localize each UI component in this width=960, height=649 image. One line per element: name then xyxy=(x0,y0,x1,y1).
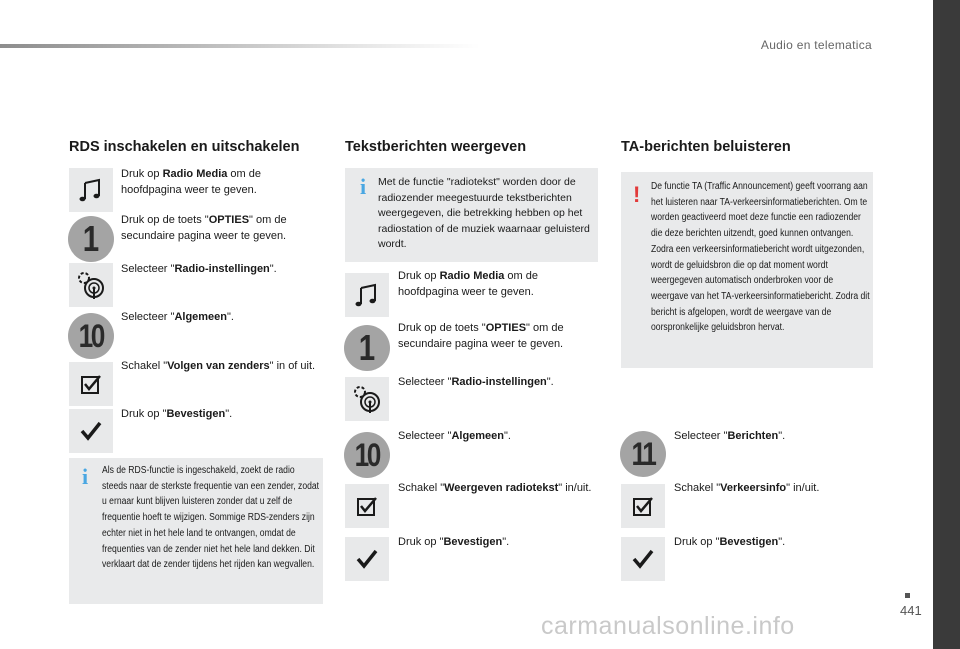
col2-step-1: Druk op Radio Media om de hoofdpagina weer te geven. xyxy=(398,270,539,298)
rds-info-note xyxy=(69,458,323,604)
rds-note-text: Als de RDS-functie is ingeschakeld, zoekt de radio steeds naar de sterkste frequentie van een zender, zodat u ernaar kunt blijven luisteren zonder dat u zelf de frequentie hoeft te wijzigen. Sommige RDS-zenders zijn echter niet in het hele land te ontvangen, omdat de frequenties van de zender niet het hele land dekken. Dit verklaart dat de zender tijdens het rijden kan wegvallen. xyxy=(102,465,320,571)
info-icon: i xyxy=(82,464,89,489)
step-badge-10: 10 xyxy=(344,432,390,478)
music-note-icon xyxy=(345,273,389,317)
radio-settings-icon xyxy=(345,377,389,421)
col3-step-2: Schakel "Verkeersinfo" in/uit. xyxy=(674,482,820,494)
col2-step-5: Schakel "Weergeven radiotekst" in/uit. xyxy=(398,482,592,494)
ta-note-text: De functie TA (Traffic Announcement) geeft voorrang aan het luisteren naar TA-verkeersinformatieberichten. Om te worden geactiveerd moet deze functie een radiozender die deze berichten uitzendt, goed kunnen ontvangen. Zodra een verkeersinformatiebericht wordt uitgezonden, wordt de geluidsbron die op dat moment wordt weergegeven automatisch onderbroken voor de weergave van het TA-verkeersinformatiebericht. Zodra dit bericht is afgelopen, wordt de weergave van de oorspronkelijke geluidsbron hervat. xyxy=(651,181,870,334)
checkmark-icon xyxy=(621,537,665,581)
col3-step-3: Druk op "Bevestigen". xyxy=(674,536,786,548)
ta-warning-note xyxy=(621,172,873,368)
radiotext-info-note xyxy=(345,168,598,262)
radio-settings-icon xyxy=(69,263,113,307)
col2-step-3: Selecteer "Radio-instellingen". xyxy=(398,376,554,388)
col1-step-1: Druk op Radio Media om de hoofdpagina weer te geven. xyxy=(121,168,262,196)
header-gradient-bar xyxy=(0,44,480,48)
warning-icon: ! xyxy=(633,182,641,207)
checkbox-toggle-icon xyxy=(69,362,113,406)
col1-step-4: Selecteer "Algemeen". xyxy=(121,311,234,323)
checkmark-icon xyxy=(69,409,113,453)
page-number: 441 xyxy=(900,603,922,618)
radiotext-note-text: Met de functie "radiotekst" worden door de radiozender meegestuurde tekstberichten weergegeven, die betrekking hebben op het radiostation of de muziek waarnaar geluisterd wordt. xyxy=(378,176,590,250)
step-badge-11: 11 xyxy=(620,431,666,477)
col2-step-2: Druk op de toets "OPTIES" om de secundaire pagina weer te geven. xyxy=(398,322,564,350)
col1-step-6: Druk op "Bevestigen". xyxy=(121,408,233,420)
checkbox-toggle-icon xyxy=(621,484,665,528)
step-badge-10: 10 xyxy=(68,313,114,359)
col2-step-4: Selecteer "Algemeen". xyxy=(398,430,511,442)
col3-title: TA-berichten beluisteren xyxy=(621,139,791,155)
music-note-icon xyxy=(69,168,113,212)
section-title: Audio en telematica xyxy=(760,38,872,52)
info-icon: i xyxy=(360,174,367,199)
right-sidebar xyxy=(933,0,960,649)
step-badge-1: 1 xyxy=(344,325,390,371)
col1-step-5: Schakel "Volgen van zenders" in of uit. xyxy=(121,360,316,372)
checkbox-toggle-icon xyxy=(345,484,389,528)
page-marker xyxy=(905,593,910,598)
step-badge-1: 1 xyxy=(68,216,114,262)
col2-title: Tekstberichten weergeven xyxy=(345,139,527,155)
col3-step-1: Selecteer "Berichten". xyxy=(674,430,786,442)
col1-step-3: Selecteer "Radio-instellingen". xyxy=(121,263,277,275)
col1-step-2: Druk op de toets "OPTIES" om de secundaire pagina weer te geven. xyxy=(121,214,287,242)
col1-title: RDS inschakelen en uitschakelen xyxy=(69,139,300,155)
col2-step-6: Druk op "Bevestigen". xyxy=(398,536,510,548)
watermark: carmanualsonline.info xyxy=(541,612,795,640)
checkmark-icon xyxy=(345,537,389,581)
